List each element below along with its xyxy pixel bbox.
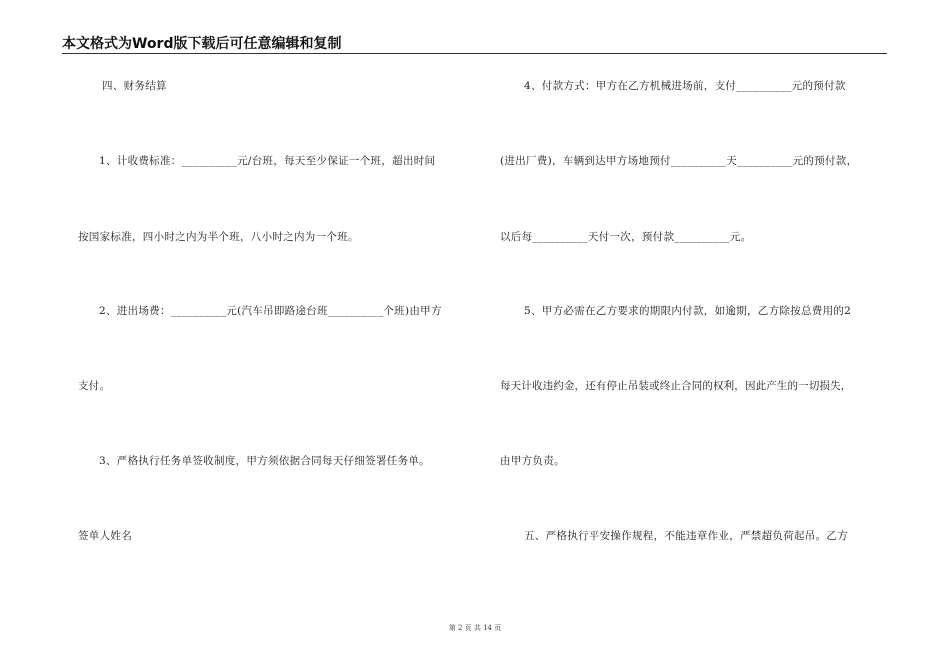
right-line-5: 每天计收违约金，还有停止吊装或终止合同的权利，因此产生的一切损失，: [500, 380, 852, 392]
header-rule: [62, 53, 887, 54]
right-line-7: 五、严格执行平安操作规程，不能违章作业，严禁超负荷起吊。乙方: [524, 530, 848, 542]
left-line-2: 1、计收费标准：__________元/台班，每天至少保证一个班，超出时间: [99, 155, 436, 167]
right-line-6: 由甲方负责。: [500, 455, 565, 467]
left-line-5: 支付。: [78, 380, 111, 392]
right-line-2: (进出厂费)，车辆到达甲方场地预付__________天__________元的预付款，: [500, 155, 858, 167]
left-line-7: 签单人姓名: [78, 530, 132, 542]
page-footer: 第 2 页 共 14 页: [448, 624, 502, 632]
page-header-title: 本文格式为Word版下载后可任意编辑和复制: [62, 36, 342, 52]
right-line-1: 4、付款方式：甲方在乙方机械进场前，支付__________元的预付款: [524, 80, 846, 92]
left-line-1: 四、财务结算: [102, 80, 167, 92]
left-line-4: 2、进出场费：__________元(汽车吊即路途台班__________个班)由甲方: [99, 305, 442, 317]
right-line-3: 以后每__________天付一次，预付款__________元。: [500, 231, 752, 243]
left-line-6: 3、严格执行任务单签收制度，甲方须依据合同每天仔细签署任务单。: [99, 455, 430, 467]
left-line-3: 按国家标准，四小时之内为半个班，八小时之内为一个班。: [78, 231, 359, 243]
right-line-4: 5、甲方必需在乙方要求的期限内付款，如逾期，乙方除按总费用的2: [524, 305, 852, 317]
